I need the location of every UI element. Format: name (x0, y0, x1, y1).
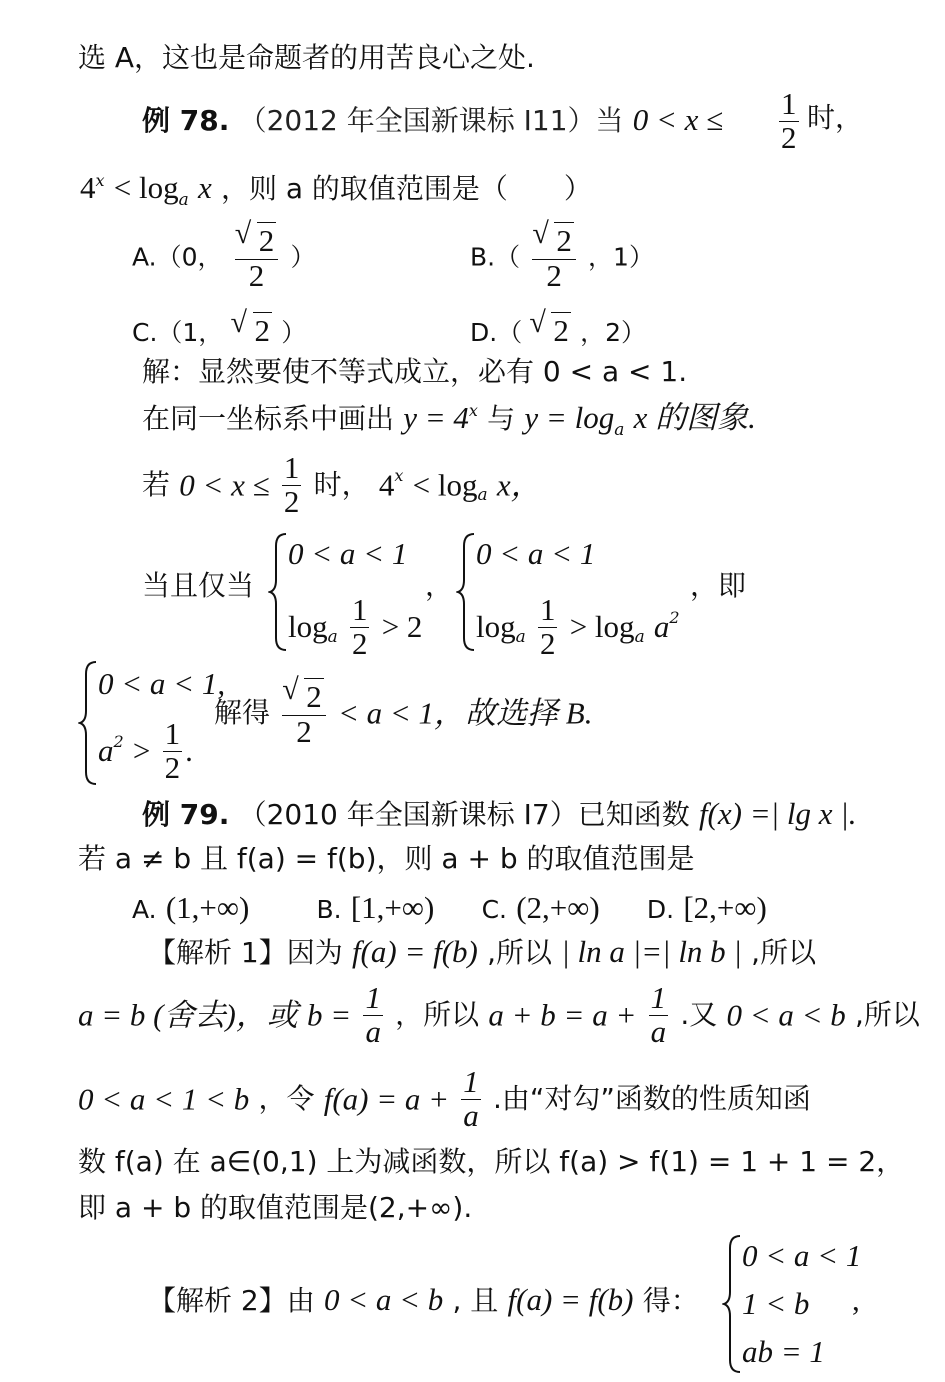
analysis-1-line-1: 【解析 1】因为 f(a) = f(b) ,所以 | ln a |=| ln b | ,所以 (148, 934, 817, 969)
text-line-1: 选 A，这也是命题者的用苦良心之处. (78, 41, 535, 74)
left-brace-icon (268, 532, 290, 652)
example-78-source: （2012 年全国新课标 I11）当 (238, 104, 624, 137)
system-1: 0 < a < 1 $\log_a$ $\frac{1}{2}$ > 2 (268, 532, 428, 652)
analysis-1-line-4: 数 f(a) 在 a∈(0,1) 上为减函数，所以 f(a) > f(1) = 1 + 1 = 2， (78, 1145, 905, 1178)
analysis-1-line-2: a = b (舍去)，或 b = $\frac{1}{a}$ ，所以 a + b = a + $\frac{1}{a}$ .又 0 < a < b ,所以 (78, 980, 920, 1049)
option-d: D.（ √ 2 ，2） (470, 312, 646, 349)
system-2: 0 < a < 1 $\log_a$ $\frac{1}{2}$ > $\log_a a^2$ (456, 532, 696, 652)
trailing-comma: , (852, 1282, 860, 1317)
shi-text: 时， (807, 101, 864, 134)
left-brace-icon (456, 532, 478, 652)
left-brace-icon (78, 660, 100, 786)
ji-text: ，即 (690, 569, 747, 602)
solution-line-2: 在同一坐标系中画出 $y = 4^x$ 与 $y = \log_a x$ 的图象. (142, 400, 756, 440)
example-79-line-2: 若 a ≠ b 且 f(a) = f(b)，则 a + b 的取值范围是 (78, 842, 695, 875)
example-78-question: ，则 a 的取值范围是（ ） (220, 172, 592, 205)
option-c: C.（1， √ 2 ） (132, 312, 306, 349)
option-a: A.（0， √ $\frac{2}{2}$ ） (132, 222, 315, 292)
left-brace-icon (722, 1234, 744, 1374)
solution-line-3: 若 0 < x ≤ $\frac{1}{2}$ 时， $4^x < \log_a x$， (142, 450, 542, 519)
solution-line-4-lead: 当且仅当 (142, 569, 255, 602)
fraction-half: $\frac{1}{2}$ (781, 86, 797, 155)
analysis-2-line: 【解析 2】由 0 < a < b , 且 f(a) = f(b) 得： (148, 1282, 699, 1317)
system-3: 0 < a < 1, $a^2$ > $\frac{1}{2}$ . (78, 660, 218, 786)
example-78-label: 例 78. (142, 104, 230, 137)
analysis-1-line-5: 即 a + b 的取值范围是(2,+∞). (78, 1191, 473, 1224)
comma: ， (425, 569, 454, 602)
system-4: 0 < a < 1 1 < b ab = 1 (722, 1234, 882, 1374)
example-78-heading (142, 104, 723, 135)
example-79-heading: 例 79. （2010 年全国新课标 I7）已知函数 f(x) =| lg x |. (142, 796, 857, 831)
option-b: B.（ √ $\frac{2}{2}$ ，1） (470, 222, 654, 292)
analysis-1-line-3: 0 < a < 1 < b ，令 f(a) = a + $\frac{1}{a}$ .由“对勾”函数的性质知函 (78, 1064, 811, 1133)
example-79-options: A. (1,+∞) B. [1,+∞) C. (2,+∞) D. [2,+∞) (132, 890, 767, 925)
example-78-condition: 0 < x ≤ (632, 102, 724, 137)
solution-line-1: 解：显然要使不等式成立，必有 0 < a < 1. (142, 355, 688, 388)
example-78-inequality: $4^x < \log_a x$ ，则 a 的取值范围是（ ） (80, 170, 592, 210)
solution-conclusion: 解得 √ $\frac{2}{2}$ < a < 1，故选择 B. (214, 678, 592, 748)
